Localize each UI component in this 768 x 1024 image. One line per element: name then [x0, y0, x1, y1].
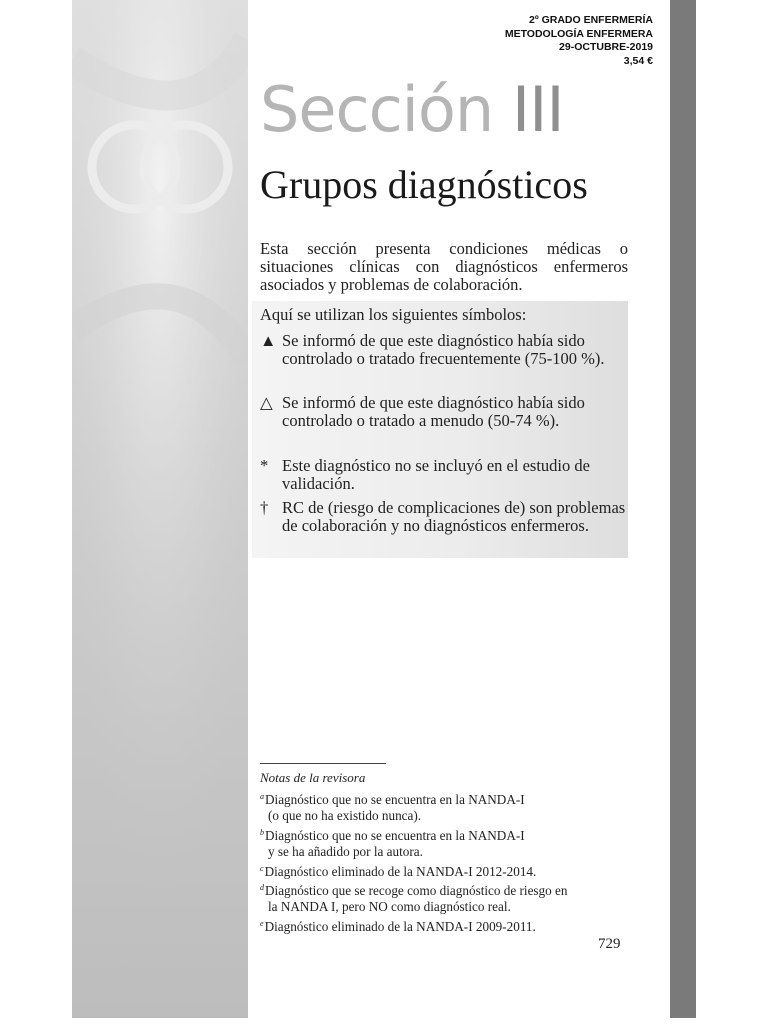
- footnote-marker: b: [260, 828, 264, 837]
- section-number: III: [511, 73, 564, 146]
- footnote-marker: a: [260, 792, 264, 801]
- footnote: [260, 880, 640, 915]
- symbol-item: [260, 457, 628, 493]
- decorative-side-band: [72, 0, 248, 1018]
- footnote: [260, 916, 640, 935]
- symbol-description: Este diagnóstico no se incluyó en el estudio de validación.: [282, 456, 590, 493]
- asterisk-icon: *: [260, 456, 269, 475]
- intro-paragraph: Esta sección presenta condiciones médicas o situaciones clínicas con diagnósticos enfermeros asociados y problemas de colaboración.: [260, 239, 628, 294]
- symbol-item: [260, 499, 628, 553]
- section-word: Sección: [260, 73, 494, 146]
- symbol-item: [260, 394, 628, 448]
- footnote-text: Diagnóstico eliminado de la NANDA-I 2012-2014.: [264, 864, 537, 879]
- footnote-marker: e: [260, 919, 264, 928]
- sticker-course: 2º GRADO ENFERMERÍA: [528, 14, 653, 26]
- sticker-price: 3,54 €: [623, 54, 653, 67]
- footnote-text: Diagnóstico eliminado de la NANDA-I 2009-2011.: [264, 919, 536, 934]
- footnote-text: Diagnóstico que no se encuentra en la NANDA-I: [265, 792, 525, 807]
- footnote: [260, 861, 640, 880]
- interlocking-rings-logo: [72, 0, 248, 1018]
- footnote-text: Diagnóstico que no se encuentra en la NANDA-I: [265, 828, 525, 843]
- page-number: 729: [598, 936, 621, 952]
- footnote-text: Diagnóstico que se recoge como diagnóstico de riesgo en: [265, 883, 568, 898]
- symbol-description: Se informó de que este diagnóstico había sido controlado o tratado a menudo (50-74 %).: [282, 393, 585, 430]
- footnote: [260, 825, 640, 860]
- footnote-marker: c: [260, 864, 264, 873]
- filled-triangle-icon: ▲: [260, 331, 277, 350]
- footnote-marker: d: [260, 883, 264, 892]
- footnote-text-continued: la NANDA I, pero NO como diagnóstico real.: [268, 899, 511, 914]
- section-heading: [260, 70, 564, 150]
- sticker-label: [505, 14, 653, 68]
- footnote-text-continued: y se ha añadido por la autora.: [268, 844, 423, 859]
- sticker-subject: METODOLOGÍA ENFERMERA: [504, 27, 653, 40]
- page-title: Grupos diagnósticos: [260, 162, 588, 207]
- symbol-description: Se informó de que este diagnóstico había sido controlado o tratado frecuentemente (75-100 %).: [282, 331, 605, 368]
- symbols-intro: Aquí se utilizan los siguientes símbolos:: [260, 305, 527, 324]
- symbol-item: [260, 332, 628, 386]
- right-edge-band: [670, 0, 696, 1018]
- outline-triangle-icon: △: [260, 393, 273, 412]
- symbol-description: RC de (riesgo de complicaciones de) son problemas de colaboración y no diagnósticos enfermeros.: [282, 498, 626, 535]
- notes-divider: [260, 763, 386, 764]
- footnote: [260, 789, 640, 824]
- footnote-text-continued: (o que no ha existido nunca).: [268, 808, 422, 823]
- dagger-icon: †: [260, 498, 269, 517]
- sticker-date: 29-OCTUBRE-2019: [559, 41, 653, 53]
- notes-heading: Notas de la revisora: [260, 770, 366, 785]
